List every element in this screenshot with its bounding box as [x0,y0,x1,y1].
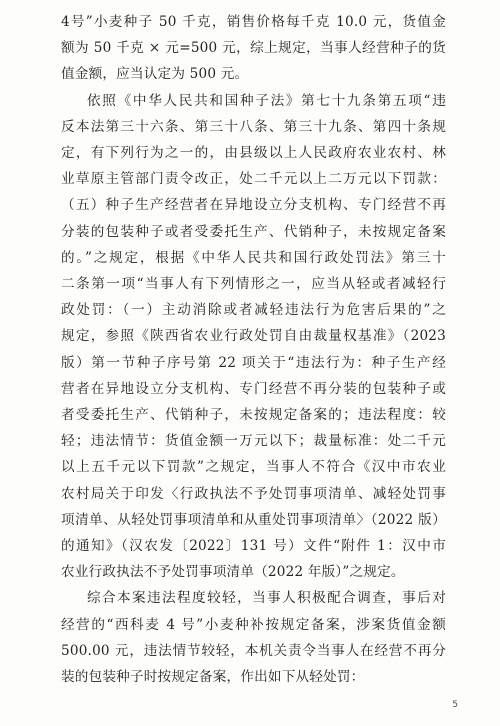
text-line: 的。”之规定，根据《中华人民共和国行政处罚法》第三十 [61,249,446,266]
text-line: 装的包装种子时按规定备案，作出如下从轻处罚： [61,669,365,685]
text-line: 的通知》（汉农发〔2022〕131 号）文件“附件 1：汉中市 [61,538,446,554]
text-line: 反本法第三十六条、第三十八条、第三十九条、第四十条规 [61,118,446,135]
text-line: 额为 50 千克 × 元=500 元，综上规定，当事人经营种子的货 [61,40,446,57]
text-line: 综合本案违法程度较轻，当事人积极配合调查，事后对 [87,590,446,607]
text-line: 分装的包装种子或者受委托生产、代销种子，未按规定备案 [61,223,446,240]
page-number: 5 [452,700,458,710]
text-line: 农村局关于印发〈行政执法不予处罚事项清单、减轻处罚事 [61,485,446,502]
text-line: 二条第一项“当事人有下列情形之一，应当从轻或者减轻行 [61,276,446,292]
text-line: 以上五千元以下罚款”之规定，当事人不符合《汉中市农业 [61,459,446,476]
text-line: 业草原主管部门责令改正，处二千元以上二万元以下罚款： [61,171,446,188]
text-line: 农业行政执法不予处罚事项清单（2022 年版）”之规定。 [61,564,405,581]
text-line: 版）第一节种子序号第 22 项关于“违法行为：种子生产经 [61,354,446,371]
text-line: 经营的“西科麦 4 号”小麦种补按规定备案，涉案货值金额 [61,616,446,633]
text-line: 营者在异地设立分支机构、专门经营不再分装的包装种子或 [61,380,446,397]
text-line: 者受委托生产、代销种子，未按规定备案的；违法程度：较 [61,407,446,423]
text-line: （五）种子生产经营者在异地设立分支机构、专门经营不再 [61,197,446,214]
text-line: 政处罚：（一）主动消除或者减轻违法行为危害后果的”之 [61,302,446,319]
text-line: 依照《中华人民共和国种子法》第七十九条第五项“违 [87,92,446,109]
text-line: 定，有下列行为之一的，由县级以上人民政府农业农村、林 [61,145,446,161]
text-line: 规定，参照《陕西省农业行政处罚自由裁量权基准》（2023 [61,328,446,345]
text-line: 500.00 元，违法情节较轻，本机关责令当事人在经营不再分 [61,642,446,659]
text-line: 轻；违法情节：货值金额一万元以下；裁量标准：处二千元 [61,433,446,450]
text-line: 项清单、从轻处罚事项清单和从重处罚事项清单〉（2022 版） [61,511,446,528]
text-line: 4号”小麦种子 50 千克，销售价格每千克 10.0 元，货值金 [61,14,446,30]
text-line: 值金额，应当认定为 500 元。 [61,66,249,83]
